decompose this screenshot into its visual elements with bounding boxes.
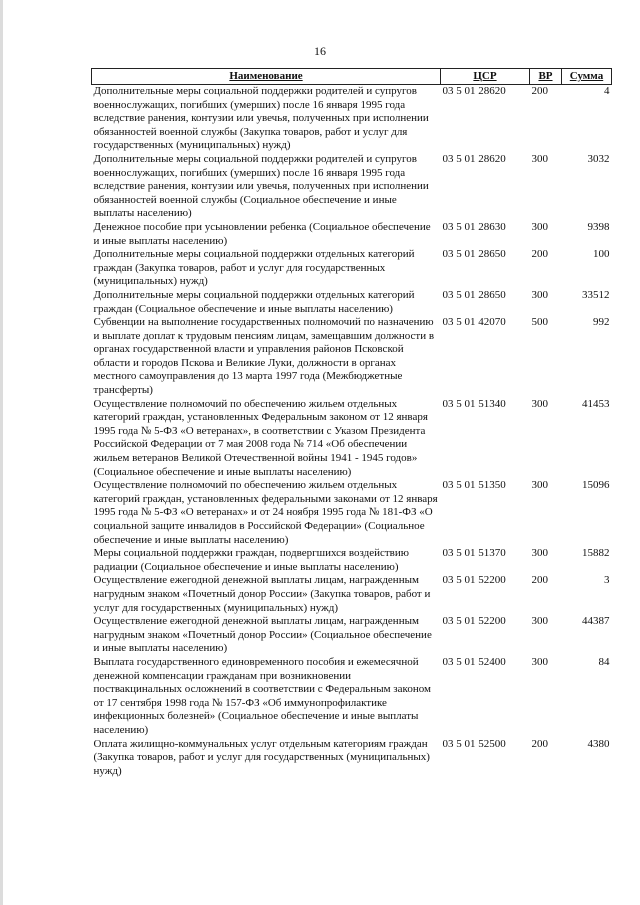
table-header-row <box>92 69 612 85</box>
row-sum: 3032 <box>587 152 610 165</box>
row-csr: 03 5 01 52400 <box>442 655 506 668</box>
table-row <box>92 398 612 480</box>
row-name: Меры социальной поддержки граждан, подвергшихся воздействию радиации (Социальное обеспечение и иные выплаты населению) <box>93 547 409 573</box>
table-row <box>92 289 612 316</box>
row-csr: 03 5 01 42070 <box>442 316 506 329</box>
table-row <box>92 221 612 248</box>
row-name: Дополнительные меры социальной поддержки родителей и супругов военнослужащих, погибших (умерших) после 16 января 1995 года вследствие ранения, контузии или увечья, полученных при исполнении обязанностей военной службы (Закупка товаров, работ и услуг для государственных (муниципальных) нужд) <box>93 85 429 152</box>
row-sum: 44387 <box>582 615 610 628</box>
row-vr: 300 <box>531 288 548 301</box>
table-row <box>92 574 612 615</box>
row-vr: 300 <box>531 220 548 233</box>
header-sum: Сумма <box>562 69 612 85</box>
row-name: Дополнительные меры социальной поддержки отдельных категорий граждан (Социальное обеспечение и иные выплаты населению) <box>93 288 415 315</box>
row-sum: 4380 <box>587 737 610 750</box>
row-sum: 15096 <box>582 479 610 492</box>
row-sum: 9398 <box>587 220 610 233</box>
row-vr: 300 <box>531 479 548 492</box>
row-csr: 03 5 01 51340 <box>442 397 506 410</box>
table-row <box>92 547 612 574</box>
row-name: Субвенции на выполнение государственных полномочий по назначению и выплате доплат к трудовым пенсиям лицам, замещавшим должности в органах государственной власти и управления районов Псковской области и городов Пскова и Великие Луки, должности в органах местного самоуправления до 13 марта 1997 года (Межбюджетные трансферты) <box>93 316 435 397</box>
row-vr: 300 <box>531 615 548 628</box>
row-sum: 4 <box>604 85 610 97</box>
row-csr: 03 5 01 52500 <box>442 737 506 750</box>
row-sum: 100 <box>593 248 610 261</box>
row-vr: 300 <box>531 397 548 410</box>
table-row <box>92 316 612 398</box>
row-vr: 300 <box>531 547 548 560</box>
table-row <box>92 738 612 779</box>
table-row <box>92 85 612 153</box>
row-vr: 200 <box>531 574 548 587</box>
row-csr: 03 5 01 52200 <box>442 615 506 628</box>
row-vr: 200 <box>531 737 548 750</box>
table-row <box>92 656 612 738</box>
row-name: Дополнительные меры социальной поддержки отдельных категорий граждан (Закупка товаров, работ и услуг для государственных (муниципальных) нужд) <box>93 248 415 288</box>
row-name: Оплата жилищно-коммунальных услуг отдельным категориям граждан (Закупка товаров, работ и услуг для государственных (муниципальных) нужд) <box>93 737 430 777</box>
row-name: Осуществление ежегодной денежной выплаты лицам, награжденным нагрудным знаком «Почетный донор России» (Социальное обеспечение и иные выплаты населению) <box>93 615 432 655</box>
row-sum: 41453 <box>582 397 610 410</box>
table-row <box>92 615 612 656</box>
header-name: Наименование <box>92 69 441 85</box>
row-vr: 500 <box>531 316 548 329</box>
table-row <box>92 248 612 289</box>
row-sum: 15882 <box>582 547 610 560</box>
scan-edge <box>0 0 3 905</box>
row-csr: 03 5 01 51370 <box>442 547 506 560</box>
row-csr: 03 5 01 28620 <box>442 85 506 97</box>
header-vr: ВР <box>530 69 562 85</box>
row-vr: 200 <box>531 248 548 261</box>
row-name: Денежное пособие при усыновлении ребенка (Социальное обеспечение и иные выплаты населению) <box>93 220 431 247</box>
row-name: Осуществление ежегодной денежной выплаты лицам, награжденным нагрудным знаком «Почетный донор России» (Закупка товаров, работ и услуг для государственных (муниципальных) нужд) <box>93 574 431 614</box>
row-vr: 200 <box>531 85 548 97</box>
row-csr: 03 5 01 51350 <box>442 479 506 492</box>
row-csr: 03 5 01 28630 <box>442 220 506 233</box>
row-name: Осуществление полномочий по обеспечению жильем отдельных категорий граждан, установленных Федеральным законом от 12 января 1995 года № 5-ФЗ «О ветеранах», в соответствии с Указом Президента Российской Федерации от 7 мая 2008 года № 714 «Об обеспечении жильем ветеранов Великой Отечественной войны 1941 - 1945 годов» (Социальное обеспечение и иные выплаты населению) <box>93 397 428 478</box>
row-name: Выплата государственного единовременного пособия и ежемесячной денежной компенсации гражданам при возникновении поствакцинальных осложнений в соответствии с Федеральным законом от 17 сентября 1998 года № 157-ФЗ «Об иммунопрофилактике инфекционных болезней» (Социальное обеспечение и иные выплаты населению) <box>93 655 431 736</box>
budget-table <box>91 68 612 778</box>
table-row <box>92 479 612 547</box>
header-csr: ЦСР <box>441 69 530 85</box>
row-sum: 3 <box>604 574 610 587</box>
row-name: Дополнительные меры социальной поддержки родителей и супругов военнослужащих, погибших (умерших) после 16 января 1995 года вследствие ранения, контузии или увечья, полученных при исполнении обязанностей военной службы (Социальное обеспечение и иные выплаты населению) <box>93 152 429 220</box>
row-csr: 03 5 01 52200 <box>442 574 506 587</box>
row-name: Осуществление полномочий по обеспечению жильем отдельных категорий граждан, установленных федеральными законами от 12 января 1995 года № 5-ФЗ «О ветеранах» и от 24 ноября 1995 года № 181-ФЗ «О социальной защите инвалидов в Российской Федерации» (Социальное обеспечение и иные выплаты населению) <box>93 479 438 546</box>
page-number: 16 <box>314 44 326 58</box>
row-sum: 992 <box>593 316 610 329</box>
row-csr: 03 5 01 28650 <box>442 288 506 301</box>
table-row <box>92 153 612 221</box>
row-sum: 33512 <box>582 288 610 301</box>
row-vr: 300 <box>531 655 548 668</box>
row-sum: 84 <box>598 655 610 668</box>
row-csr: 03 5 01 28620 <box>442 152 506 165</box>
row-csr: 03 5 01 28650 <box>442 248 506 261</box>
row-vr: 300 <box>531 152 548 165</box>
